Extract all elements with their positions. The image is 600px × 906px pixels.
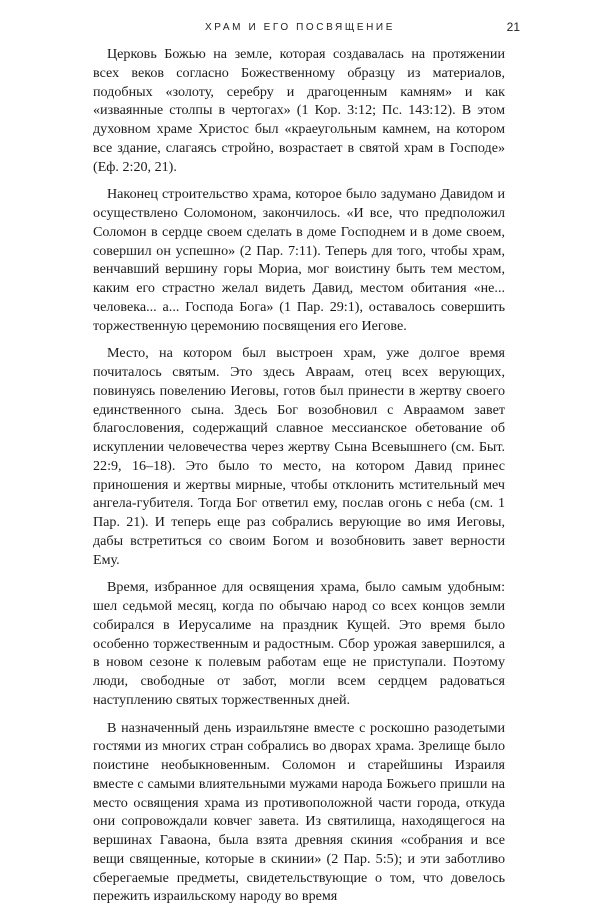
running-title: ХРАМ И ЕГО ПОСВЯЩЕНИЕ [0,22,600,33]
paragraph: Место, на котором был выстроен храм, уже долгое время почиталось святым. Это здесь Авраам, отец всех верующих, повинуясь повелению Иеговы, готов был принести в жертву своего единственного сына. Здесь Бог возобновил с Авраамом завет благословения, содержащий славное мессианское обетование об искуплении человечества через жертву Сына Всевышнего (см. Быт. 22:9, 16–18). Это было то место, на котором Давид принес приношения и жертвы мирные, чтобы отклонить мстительный меч ангела-губителя. Тогда Бог ответил ему, послав огонь с неба (см. 1 Пар. 21). И теперь еще раз собрались верующие во имя Иеговы, дабы встретиться со своим Богом и возобновить завет верности Ему. [93,344,505,569]
paragraph: Церковь Божью на земле, которая создавалась на протяжении всех веков согласно Божественному образцу из материалов, подобных «золоту, серебру и драгоценным камням» и как «изваянные столпы в чертогах» (1 Кор. 3:12; Пс. 143:12). В этом духовном храме Христос был «краеугольным камнем, на котором все здание, слагаясь стройно, возрастает в святой храм в Господе» (Еф. 2:20, 21). [93,45,505,176]
body-text [93,45,505,906]
paragraph: Время, избранное для освящения храма, было самым удобным: шел седьмой месяц, когда по обычаю народ со всех концов земли собирался в Иерусалиме на праздник Кущей. Это время было особенно торжественным и радостным. Сбор урожая завершился, а в новом сезоне к полевым работам еще не приступали. Поэтому люди, свободные от забот, могли всем сердцем радоваться наступлению святых торжественных дней. [93,578,505,709]
page-number: 21 [507,20,520,34]
paragraph: В назначенный день израильтяне вместе с роскошно разодетыми гостями из многих стран собрались во дворах храма. Зрелище было поистине необыкновенным. Соломон и старейшины Израиля вместе с самыми влиятельными мужами народа Божьего пришли на место освящения храма из противоположной части города, откуда они сопровождали ковчег завета. Из святилища, находящегося на вершинах Гаваона, была взята древняя скиния «собрания и все вещи священные, которые в скинии» (2 Пар. 5:5); и эти заботливо сберегаемые предметы, свидетельствующие о том, что довелось пережить израильскому народу во время [93,719,505,906]
paragraph: Наконец строительство храма, которое было задумано Давидом и осуществлено Соломоном, закончилось. «И все, что предположил Соломон в сердце своем сделать в доме Господнем и в доме своем, совершил он успешно» (2 Пар. 7:11). Теперь для того, чтобы храм, венчавший вершину горы Мориа, мог воистину быть тем местом, каким его страстно желал видеть Давид, местом обитания «не... человека... а... Господа Бога» (1 Пар. 29:1), оставалось совершить торжественную церемонию посвящения его Иегове. [93,185,505,335]
